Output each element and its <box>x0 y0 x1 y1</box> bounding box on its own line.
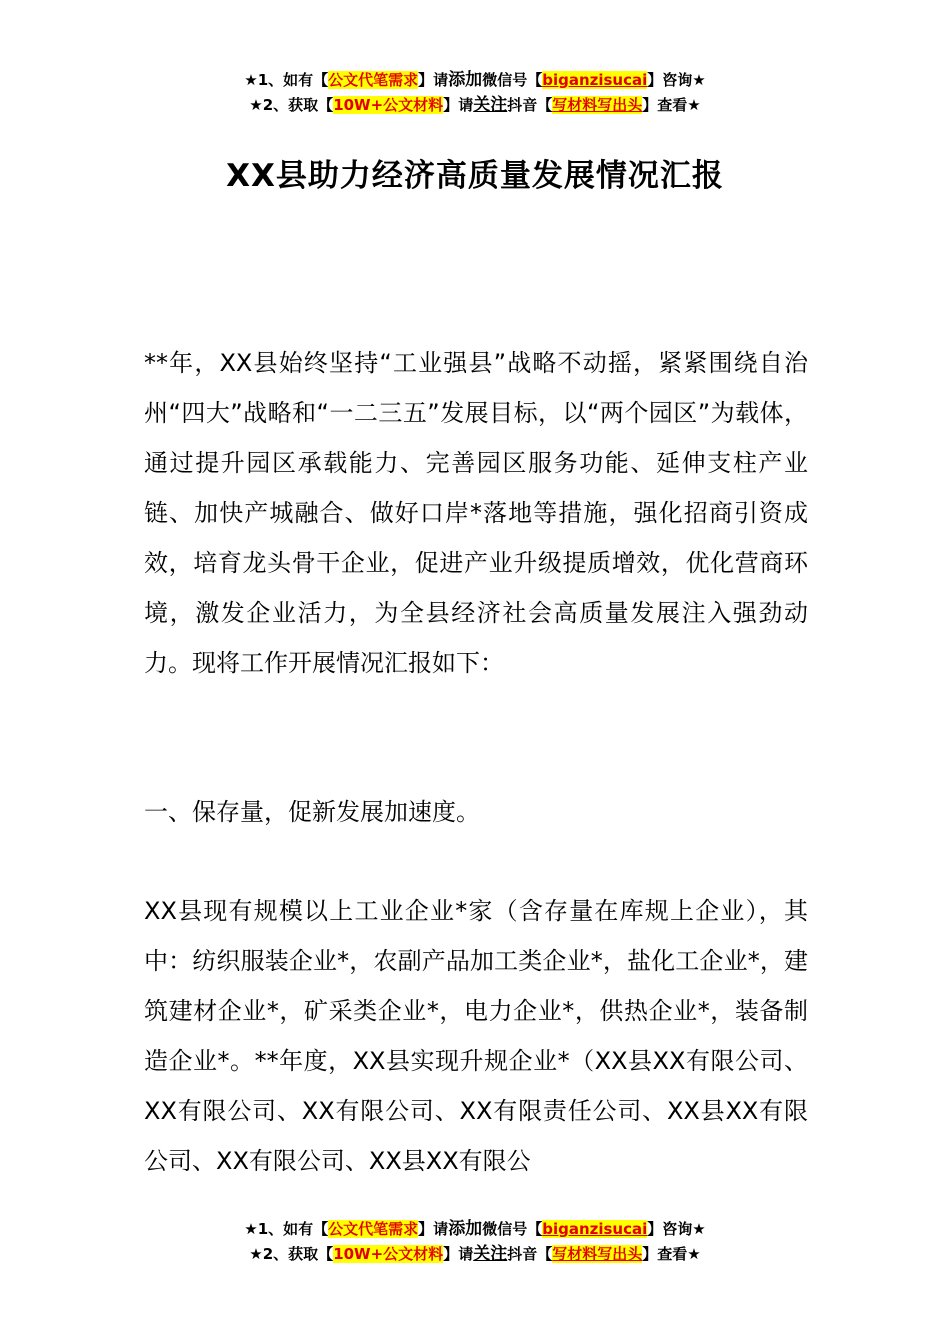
promo-text: 微信号【 <box>482 71 543 89</box>
promo-line-1 <box>0 1217 950 1242</box>
promo-highlight: 公文代笔需求 <box>328 71 419 89</box>
promo-highlight: 10W+公文材料 <box>333 1245 444 1263</box>
promo-banner-top <box>0 68 950 118</box>
promo-emphasis: 添加 <box>448 1219 483 1239</box>
promo-emphasis: 添加 <box>448 70 483 90</box>
promo-text: 】请 <box>443 1245 474 1263</box>
promo-text: ★2、获取【 <box>249 1245 334 1263</box>
promo-banner-bottom <box>0 1217 950 1267</box>
section-heading-1: 一、保存量，促新发展加速度。 <box>144 798 480 826</box>
wechat-id-link[interactable]: biganzisucai <box>542 71 648 89</box>
promo-line-1 <box>0 68 950 93</box>
promo-text: 】查看★ <box>642 1245 701 1263</box>
douyin-account-link[interactable]: 写材料写出头 <box>552 96 643 114</box>
promo-text: 微信号【 <box>482 1220 543 1238</box>
promo-text: ★2、获取【 <box>249 96 334 114</box>
promo-text: 】咨询★ <box>647 1220 706 1238</box>
promo-text: 抖音【 <box>507 96 553 114</box>
promo-line-2 <box>0 93 950 118</box>
intro-paragraph: **年，XX县始终坚持“工业强县”战略不动摇，紧紧围绕自治州“四大”战略和“一二三五”发展目标，以“两个园区”为载体，通过提升园区承载能力、完善园区服务功能、延伸支柱产业链、加快产城融合、做好口岸*落地等措施，强化招商引资成效，培育龙头骨干企业，促进产业升级提质增效，优化营商环境，激发企业活力，为全县经济社会高质量发展注入强劲动力。现将工作开展情况汇报如下： <box>144 349 808 677</box>
promo-line-2 <box>0 1242 950 1267</box>
section-1-paragraph: XX县现有规模以上工业企业*家（含存量在库规上企业），其中：纺织服装企业*，农副产品加工类企业*，盐化工企业*，建筑建材企业*，矿采类企业*，电力企业*，供热企业*，装备制造企业*。**年度，XX县实现升规企业*（XX县XX有限公司、XX有限公司、XX有限公司、XX有限责任公司、XX县XX有限公司、XX有限公司、XX县XX有限公 <box>144 897 808 1175</box>
document-title: XX县助力经济高质量发展情况汇报 <box>226 158 724 194</box>
promo-text: ★1、如有【 <box>244 1220 329 1238</box>
promo-text: 抖音【 <box>507 1245 553 1263</box>
promo-text: 】请 <box>418 1220 449 1238</box>
douyin-account-link[interactable]: 写材料写出头 <box>552 1245 643 1263</box>
promo-highlight: 公文代笔需求 <box>328 1220 419 1238</box>
promo-highlight: 10W+公文材料 <box>333 96 444 114</box>
promo-emphasis: 关注 <box>473 1244 508 1264</box>
promo-text: 】查看★ <box>642 96 701 114</box>
promo-text: 】请 <box>418 71 449 89</box>
wechat-id-link[interactable]: biganzisucai <box>542 1220 648 1238</box>
promo-text: 】请 <box>443 96 474 114</box>
promo-emphasis: 关注 <box>473 95 508 115</box>
promo-text: 】咨询★ <box>647 71 706 89</box>
promo-text: ★1、如有【 <box>244 71 329 89</box>
